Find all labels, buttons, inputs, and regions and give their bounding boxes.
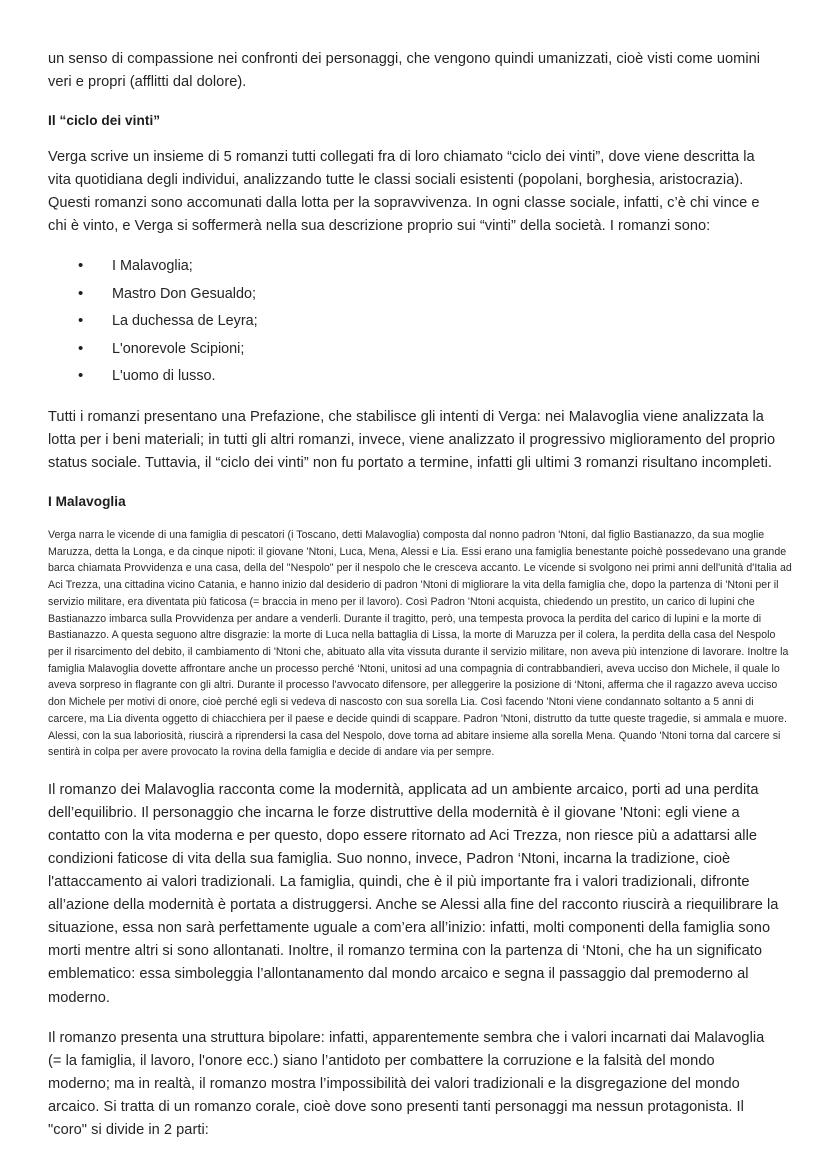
heading-ciclo-dei-vinti: Il “ciclo dei vinti” [48, 113, 161, 129]
list-item: • La duchessa de Leyra; [78, 310, 780, 332]
paragraph-modernita-arcaico: Il romanzo dei Malavoglia racconta come la modernità, applicata ad un ambiente arcaico, porti ad una perdita dell’equilibrio. Il personaggio che incarna le forze distruttive della modernità è il giovane 'Ntoni: egli viene a contatto con la vita moderna e per questo, dopo essere ritornato ad Aci Trezza, non riesce più a adattarsi alle condizioni faticose di vita della sua famiglia. Suo nonno, invece, Padron ‘Ntoni, incarna la tradizione, cioè l'attaccamento ai valori tradizionali. La famiglia, quindi, che è il più importante fra i valori tradizionali, difronte all’azione della modernità è portata a distruggersi. Anche se Alessi alla fine del racconto riuscirà a riequilibrare la situazione, essa non sarà perfettamente uguale a com’era all’inizio: infatti, molti componenti della famiglia sono morti mentre altri si sono allontanati. Inoltre, il romanzo termina con la partenza di ‘Ntoni, che ha un significato emblematico: essa simboleggia l’allontanamento dal mondo arcaico e segna il passaggio dal premoderno al moderno. [48, 782, 779, 1006]
heading-i-malavoglia: I Malavoglia [48, 493, 126, 509]
list-item: • I Malavoglia; [78, 255, 780, 277]
list-romanzi [48, 255, 780, 387]
list-item: • Mastro Don Gesualdo; [78, 283, 780, 305]
small-text-block [48, 527, 792, 761]
paragraph-struttura-bipolare: Il romanzo presenta una struttura bipolare: infatti, apparentemente sembra che i valori incarnati dai Malavoglia (= la famiglia, il lavoro, l'onore ecc.) siano l’antidoto per combattere la corruzione e la falsità del mondo moderno; ma in realtà, il romanzo mostra l’impossibilità dei valori tradizionali e la disgregazione del mondo arcaico. Si tratta di un romanzo corale, cioè dove sono presenti tanti personaggi ma nessun protagonista. Il "coro" si divide in 2 parti: [48, 1029, 765, 1138]
paragraph-compassione: un senso di compassione nei confronti dei personaggi, che vengono quindi umanizzati, cioè visti come uomini veri e propri (afflitti dal dolore). [48, 51, 761, 91]
list-item: • L'uomo di lusso. [78, 365, 780, 387]
list-item: • L'onorevole Scipioni; [78, 338, 780, 360]
paragraph-prefazione: Tutti i romanzi presentano una Prefazione, che stabilisce gli intenti di Verga: nei Malavoglia viene analizzata la lotta per i beni materiali; in tutti gli altri romanzi, invece, viene analizzato il progressivo miglioramento del proprio status sociale. Tuttavia, il “ciclo dei vinti” non fu portato a termine, infatti gli ultimi 3 romanzi risultano incompleti. [48, 408, 776, 471]
paragraph-trama-malavoglia: Verga narra le vicende di una famiglia di pescatori (i Toscano, detti Malavoglia) composta dal nonno padron 'Ntoni, dal figlio Bastianazzo, da sua moglie Maruzza, detta la Longa, e da cinque nipoti: il giovane 'Ntoni, Luca, Mena, Alessi e Lia. Essi erano una famiglia benestante poichè possedevano una grande barca chiamata Provvidenza e una casa, della del "Nespolo" per il nespolo che le cresceva accanto. Le vicende si svolgono nei primi anni dell'unità d'Italia ad Aci Trezza, una cittadina vicino Catania, e hanno inizio dal desiderio di padron 'Ntoni di migliorare la vita della famiglia che, dopo la partenza di 'Ntoni per il servizio militare, era diventata più faticosa (= braccia in meno per il lavoro). Così Padron 'Ntoni acquista, chiedendo un prestito, un carico di lupini che Bastianazzo imbarca sulla Provvidenza per andare a venderli. Durante il tragitto, però, una tempesta provoca la perdita del carico di lupini e la morte di Bastianazzo. A questa seguono altre disgrazie: la morte di Luca nella battaglia di Lissa, la morte di Maruzza per il colera, la perdita della casa del Nespolo per il risarcimento del debito, il cambiamento di 'Ntoni che, abituato alla vita vissuta durante il servizio militare, non aveva più intenzione di lavorare. Inoltre la famiglia Malavoglia dovette affrontare anche un processo perché ‘Ntoni, unitosi ad una compagnia di contrabbandieri, aveva ucciso don Michele, il quale lo aveva sorpreso in flagrante con gli altri. Durante il processo l'avvocato difensore, per alleggerire la posizione di ‘Ntoni, afferma che il ragazzo aveva ucciso don Michele per motivi di onore, cioè perché egli si vedeva di nascosto con sua sorella Lia. Così facendo 'Ntoni viene condannato soltanto a 5 anni di carcere, ma Lia diventa oggetto di chiacchiera per il paese e decide quindi di scappare. Padron 'Ntoni, distrutto da tutte queste tragedie, si ammala e muore. Alessi, con la sua laboriosità, riuscirà a riprendersi la casa del Nespolo, dove torna ad abitare insieme alla sorella Mena. Quando 'Ntoni torna dal carcere si sentirà in colpa per avere provocato la rovina della famiglia e decide di andare via per sempre. [48, 528, 792, 759]
paragraph-verga-scrive: Verga scrive un insieme di 5 romanzi tutti collegati fra di loro chiamato “ciclo dei vinti”, dove viene descritta la vita quotidiana degli individui, analizzando tutte le classi sociali esistenti (popolani, borghesia, aristocrazia). Questi romanzi sono accomunati dalla lotta per la sopravvivenza. In ogni classe sociale, infatti, c’è chi vince e chi è vinto, e Verga si soffermerà nella sua descrizione proprio sui “vinti” della società. I romanzi sono: [48, 149, 760, 235]
document-body [48, 48, 792, 1142]
